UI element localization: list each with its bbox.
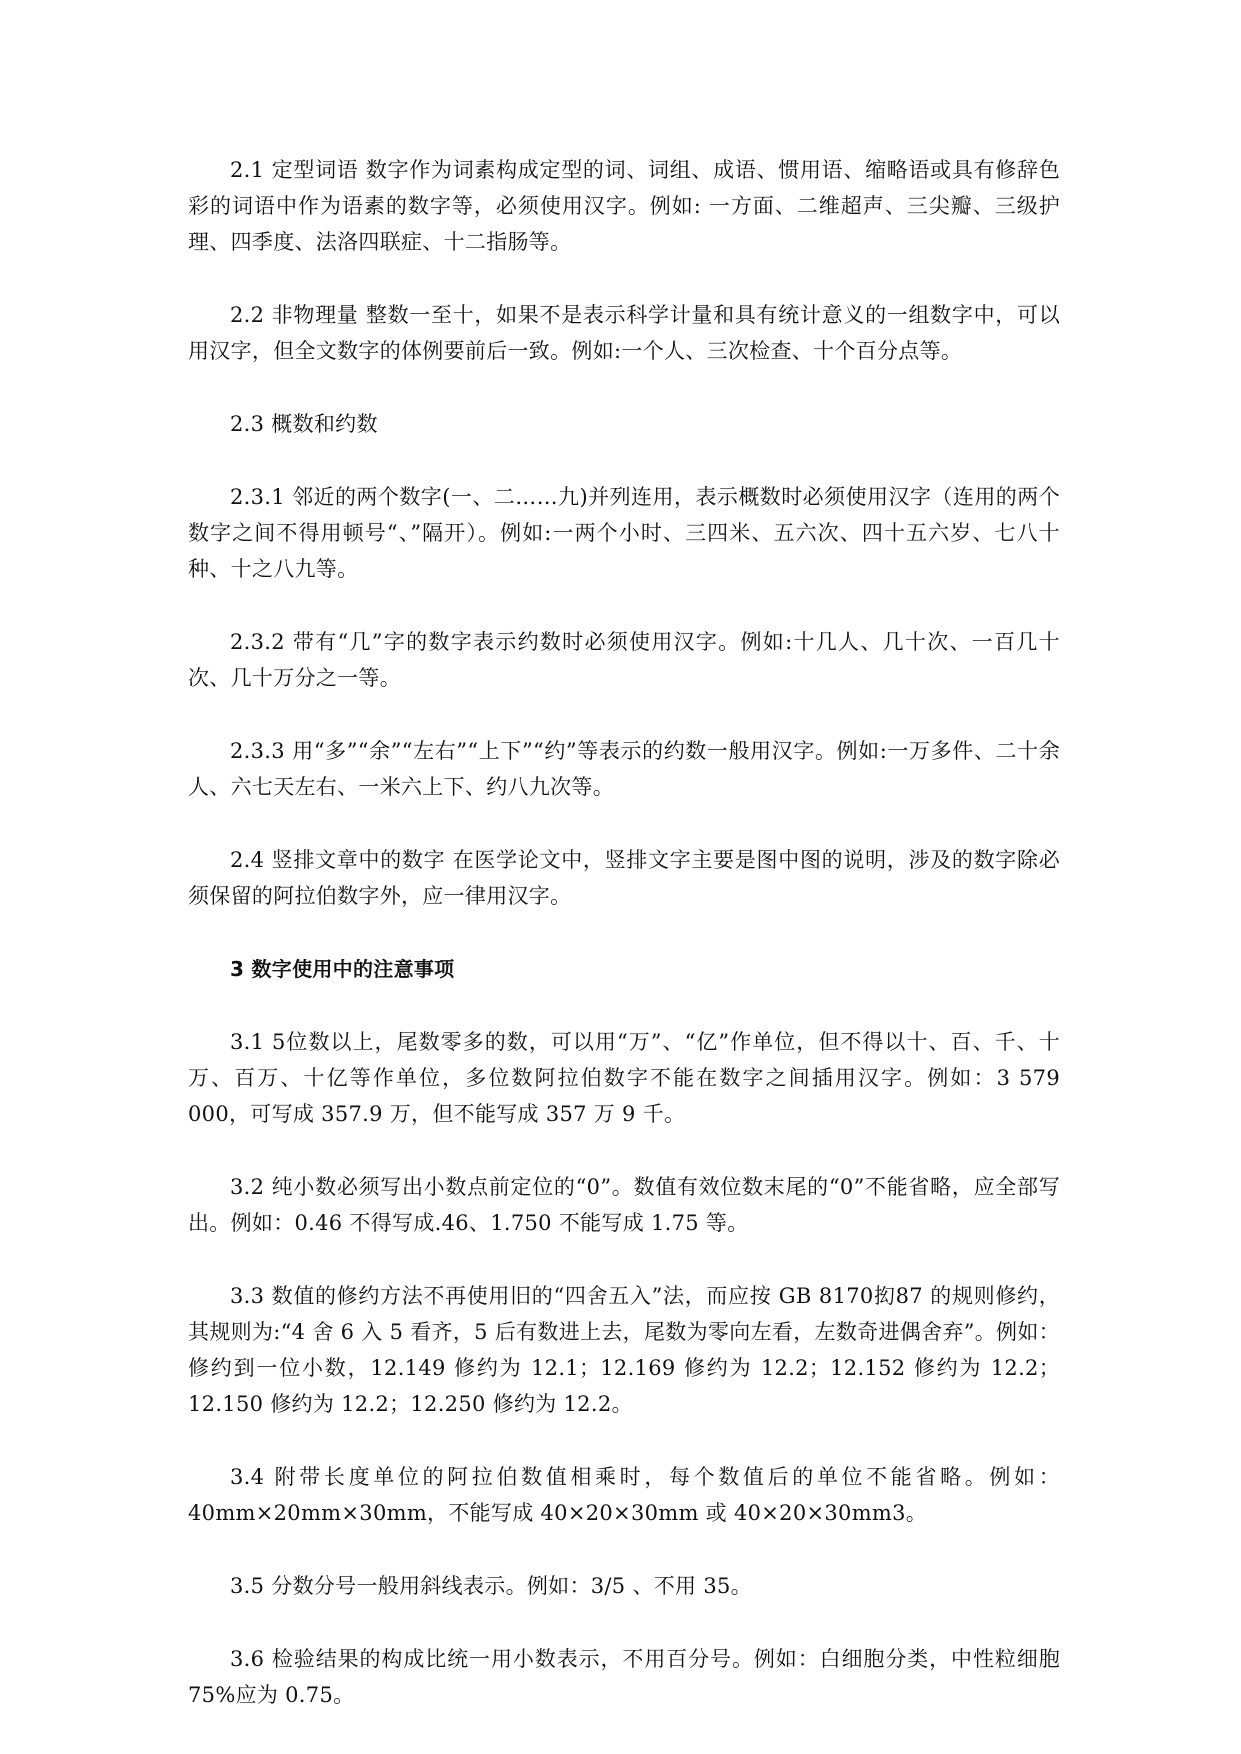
- section-heading-3: 3 数字使用中的注意事项: [230, 957, 455, 981]
- paragraph-3-2: 3.2 纯小数必须写出小数点前定位的“0”。数值有效位数末尾的“0”不能省略，应全部写出。例如：0.46 不得写成.46、1.750 不能写成 1.75 等。: [188, 1175, 1060, 1235]
- paragraph-2-3-2: 2.3.2 带有“几”字的数字表示约数时必须使用汉字。例如:十几人、几十次、一百几十次、几十万分之一等。: [188, 630, 1060, 690]
- paragraph-2-4: 2.4 竖排文章中的数字 在医学论文中，竖排文字主要是图中图的说明，涉及的数字除必须保留的阿拉伯数字外，应一律用汉字。: [188, 848, 1060, 908]
- paragraph-3-6: 3.6 检验结果的构成比统一用小数表示，不用百分号。例如：白细胞分类，中性粒细胞 75%应为 0.75。: [188, 1647, 1060, 1707]
- paragraph-3-4: 3.4 附带长度单位的阿拉伯数值相乘时，每个数值后的单位不能省略。例如：40mm×20mm×30mm，不能写成 40×20×30mm 或 40×20×30mm3。: [188, 1465, 1060, 1525]
- document-page: [188, 152, 1060, 1750]
- paragraph-3-5: 3.5 分数分号一般用斜线表示。例如：3/5 、不用 35。: [230, 1574, 752, 1598]
- paragraph-2-3-1: 2.3.1 邻近的两个数字(一、二……九)并列连用，表示概数时必须使用汉字（连用的两个数字之间不得用顿号“、”隔开）。例如:一两个小时、三四米、五六次、四十五六岁、七八十种、十之八九等。: [188, 485, 1060, 581]
- paragraph-2-1: 2.1 定型词语 数字作为词素构成定型的词、词组、成语、惯用语、缩略语或具有修辞色彩的词语中作为语素的数字等，必须使用汉字。例如: 一方面、二维超声、三尖瓣、三级护理、四季度、法洛四联症、十二指肠等。: [188, 158, 1060, 254]
- paragraph-3-1: 3.1 5位数以上，尾数零多的数，可以用“万”、“亿”作单位，但不得以十、百、千、十万、百万、十亿等作单位，多位数阿拉伯数字不能在数字之间插用汉字。例如：3 579 000，可写成 357.9 万，但不能写成 357 万 9 千。: [188, 1030, 1060, 1126]
- paragraph-2-2: 2.2 非物理量 整数一至十，如果不是表示科学计量和具有统计意义的一组数字中，可以用汉字，但全文数字的体例要前后一致。例如:一个人、三次检查、十个百分点等。: [188, 303, 1060, 363]
- paragraph-2-3: 2.3 概数和约数: [230, 412, 378, 436]
- paragraph-2-3-3: 2.3.3 用“多”“余”“左右”“上下”“约”等表示的约数一般用汉字。例如:一万多件、二十余人、六七天左右、一米六上下、约八九次等。: [188, 739, 1060, 799]
- paragraph-3-3: 3.3 数值的修约方法不再使用旧的“四舍五入”法，而应按 GB 8170抝87 的规则修约，其规则为:“4 舍 6 入 5 看齐，5 后有数进上去，尾数为零向左看，左数奇进偶舍弃”。例如：修约到一位小数，12.149 修约为 12.1；12.169 修约为 12.2；12.152 修约为 12.2；12.150 修约为 12.2；12.250 修约为 12.2。: [188, 1284, 1060, 1416]
